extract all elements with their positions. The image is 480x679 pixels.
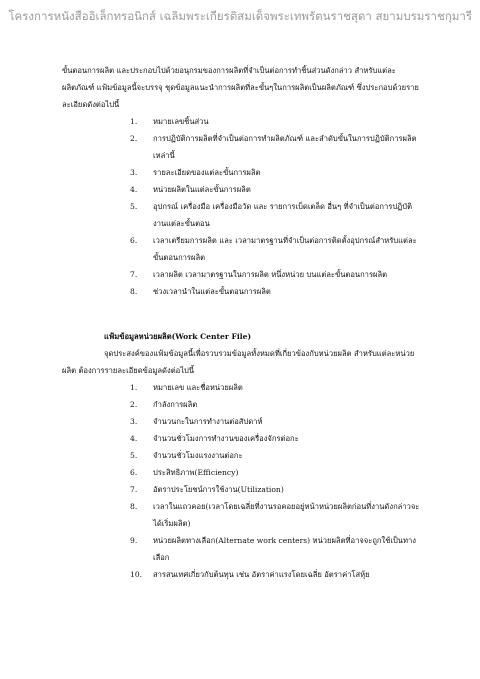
list-item: 3. รายละเอียดของแต่ละขั้นการผลิต xyxy=(130,168,261,177)
list-work-center xyxy=(62,379,422,583)
document-body xyxy=(62,62,422,583)
list-item: 7. เวลาผลิต เวลามาตรฐานในการผลิต หนึ่งหน่วย บนแต่ละขั้นตอนการผลิต xyxy=(130,270,388,279)
list-item: 1. หมายเลขชิ้นส่วน xyxy=(130,117,209,126)
page-header: โครงการหนังสืออิเล็กทรอนิกส์ เฉลิมพระเกียรติสมเด็จพระเทพรัตนราชสุดา สยามบรมราชกุมารี xyxy=(8,9,472,23)
intro-paragraph: ขั้นตอนการผลิต และประกอบไปด้วยอนุกรมของการผลิตที่จำเป็นต่อการทำชิ้นส่วนดังกล่าว สำหรับแต่ละผลิตภัณฑ์ แฟ้มข้อมูลนี้จะบรรจุ ชุดข้อมูลแนะนำการผลิตที่ละขั้นๆในการผลิตเป็นผลิตภัณฑ์ ซึ่งประกอบด้วยรายละเอียดดังต่อไปนี้ xyxy=(62,66,419,109)
list-file-contents xyxy=(62,113,422,300)
list-item: 2. การปฏิบัติการผลิตที่จำเป็นต่อการทำผลิตภัณฑ์ และลำดับขั้นในการปฏิบัติการผลิตเหล่านี้ xyxy=(130,134,417,160)
list-item: 4. หน่วยผลิตในแต่ละขั้นการผลิต xyxy=(130,185,251,194)
list-item: 6. เวลาเตรียมการผลิต และ เวลามาตรฐานที่จำเป็นต่อการติดตั้งอุปกรณ์สำหรับแต่ละขั้นตอนการผลิต xyxy=(130,236,417,262)
list-item: 4. จำนวนชั่วโมงการทำงานของเครื่องจักรต่อกะ xyxy=(130,434,299,443)
list-item: 8. เวลาในแถวคอย(เวลาโดยเฉลี่ยที่งานรอคอยอยู่หน้าหน่วยผลิตก่อนที่งานดังกล่าวจะได้เริ่มผลิต) xyxy=(130,502,420,528)
section-intro: จุดประสงค์ของแฟ้มข้อมูลนี้เพื่อรวบรวมข้อมูลทั้งหมดที่เกี่ยวข้องกับหน่วยผลิต สำหรับแต่ละหน่วยผลิต ต้องการรายละเอียดข้อมูลดังต่อไปนี้ xyxy=(62,349,415,375)
list-item: 1. หมายเลข และชื่อหน่วยผลิต xyxy=(130,383,243,392)
list-item: 6. ประสิทธิภาพ(Efficiency) xyxy=(130,468,239,477)
list-item: 5. จำนวนชั่วโมงแรงงานต่อกะ xyxy=(130,451,243,460)
list-item: 2. กำลังการผลิต xyxy=(130,400,198,409)
list-item: 3. จำนวนกะในการทำงานต่อสัปดาห์ xyxy=(130,417,263,426)
list-item: 10. สารสนเทศเกี่ยวกับต้นทุน เช่น อัตราค่าแรงโดยเฉลี่ย อัตราค่าโสหุ้ย xyxy=(130,570,370,579)
section-title: แฟ้มข้อมูลหน่วยผลิต(Work Center File) xyxy=(104,332,252,341)
list-item: 7. อัตราประโยชน์การใช้งาน(Utilization) xyxy=(130,485,284,494)
list-item: 5. อุปกรณ์ เครื่องมือ เครื่องมือวัด และ รายการเบ็ดเตล็ด อื่นๆ ที่จำเป็นต่อการปฏิบัติงานแต่ละขั้นตอน xyxy=(130,202,413,228)
list-item: 8. ช่วงเวลานำในแต่ละขั้นตอนการผลิต xyxy=(130,287,271,296)
list-item: 9. หน่วยผลิตทางเลือก(Alternate work centers) หน่วยผลิตที่อาจจะถูกใช้เป็นทางเลือก xyxy=(130,536,416,562)
